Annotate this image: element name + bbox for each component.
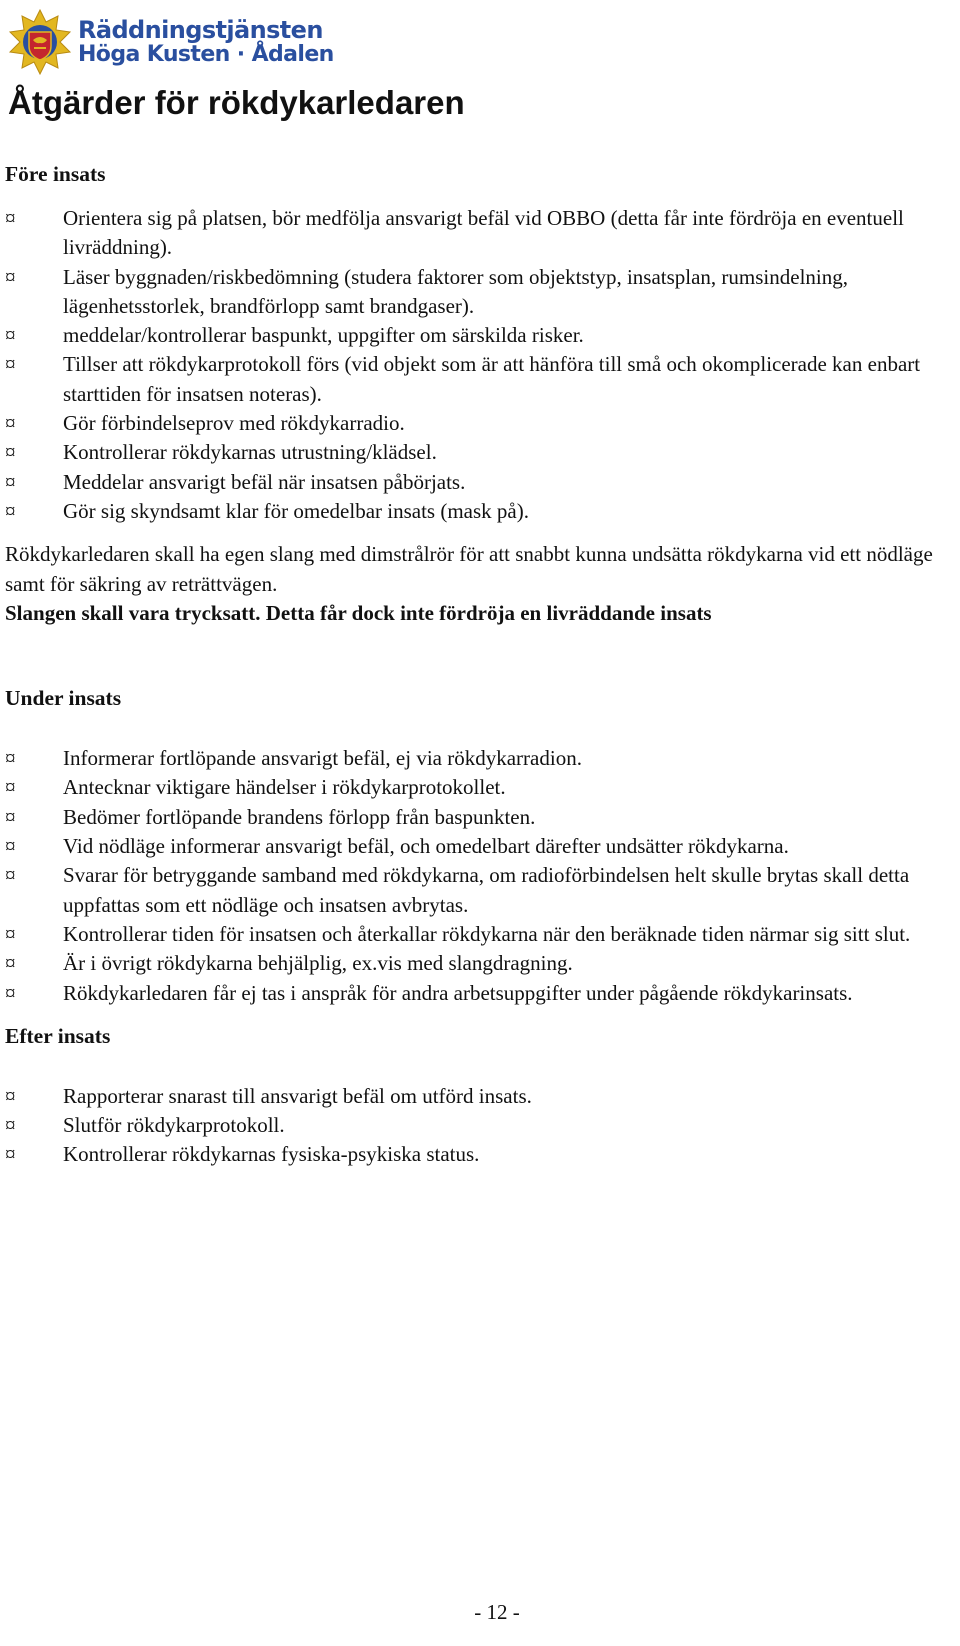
- list-item: ¤ Antecknar viktigare händelser i rökdykarprotokollet.: [5, 773, 955, 802]
- section-title-under: Under insats: [5, 686, 122, 711]
- list-item: ¤ Svarar för betryggande samband med rökdykarna, om radioförbindelsen helt skulle brytas skall detta uppfattas som ett nödläge och insatsen avbrytas.: [5, 863, 910, 917]
- bullet-icon: ¤: [5, 264, 16, 289]
- list-item: ¤ Bedömer fortlöpande brandens förlopp från baspunkten.: [5, 803, 955, 832]
- list-item: ¤ Rökdykarledaren får ej tas i anspråk för andra arbetsuppgifter under pågående rökdykarinsats.: [5, 979, 955, 1008]
- bullet-icon: ¤: [5, 1142, 16, 1167]
- list-item: ¤ Orientera sig på platsen, bör medfölja ansvarigt befäl vid OBBO (detta får inte fördröja en eventuell livräddning).: [5, 206, 904, 260]
- list-item: ¤ Slutför rökdykarprotokoll.: [5, 1111, 955, 1140]
- bullet-icon: ¤: [5, 951, 16, 976]
- list-fore: [5, 204, 955, 526]
- bullet-icon: ¤: [5, 1113, 16, 1138]
- list-item: ¤ Rapporterar snarast till ansvarigt befäl om utförd insats.: [5, 1082, 955, 1111]
- list-efter: [5, 1082, 955, 1170]
- list-under: [5, 744, 955, 1008]
- page-title: Åtgärder för rökdykarledaren: [8, 84, 465, 121]
- list-item: ¤ Är i övrigt rökdykarna behjälplig, ex.vis med slangdragning.: [5, 949, 955, 978]
- section-title-efter: Efter insats: [5, 1023, 111, 1048]
- list-item: ¤ Kontrollerar rökdykarnas utrustning/klädsel.: [5, 438, 955, 467]
- logo-name: Räddningstjänsten: [78, 15, 323, 44]
- list-item: ¤ Läser byggnaden/riskbedömning (studera faktorer som objektstyp, insatsplan, rumsindelning, lägenhetsstorlek, brandförlopp samt brandgaser).: [5, 264, 849, 318]
- bullet-icon: ¤: [5, 469, 16, 494]
- bullet-icon: ¤: [5, 921, 16, 946]
- note-paragraph: Rökdykarledaren skall ha egen slang med dimstrålrör för att snabbt kunna undsätta rökdykarna vid ett nödläge samt för säkring av reträttvägen.: [5, 542, 933, 596]
- bullet-icon: ¤: [5, 746, 16, 771]
- bullet-icon: ¤: [5, 352, 16, 377]
- list-item: ¤ Vid nödläge informerar ansvarigt befäl, och omedelbart därefter undsätter rökdykarna.: [5, 832, 955, 861]
- document-body: [5, 160, 955, 1170]
- bullet-icon: ¤: [5, 804, 16, 829]
- bullet-icon: ¤: [5, 980, 16, 1005]
- list-item: ¤ Kontrollerar rökdykarnas fysiska-psykiska status.: [5, 1140, 955, 1169]
- bullet-icon: ¤: [5, 498, 16, 523]
- list-item: ¤ Kontrollerar tiden för insatsen och återkallar rökdykarna när den beräknade tiden närmar sig sitt slut.: [5, 920, 955, 949]
- bullet-icon: ¤: [5, 206, 16, 230]
- header-logo: [8, 6, 334, 78]
- fire-service-crest-icon: [8, 8, 72, 76]
- bullet-icon: ¤: [5, 1083, 16, 1108]
- list-item: ¤ Meddelar ansvarigt befäl när insatsen påbörjats.: [5, 468, 955, 497]
- section-title-fore: Före insats: [5, 162, 106, 186]
- bullet-icon: ¤: [5, 323, 16, 348]
- bullet-icon: ¤: [5, 863, 16, 888]
- list-item: ¤ meddelar/kontrollerar baspunkt, uppgifter om särskilda risker.: [5, 321, 955, 350]
- bullet-icon: ¤: [5, 411, 16, 436]
- logo-region: Höga Kusten · Ådalen: [78, 42, 334, 68]
- page-number: - 12 -: [474, 1600, 520, 1624]
- bullet-icon: ¤: [5, 834, 16, 859]
- note-bold: Slangen skall vara trycksatt. Detta får dock inte fördröja en livräddande insats: [5, 600, 712, 625]
- list-item: ¤ Gör sig skyndsamt klar för omedelbar insats (mask på).: [5, 497, 955, 526]
- bullet-icon: ¤: [5, 440, 16, 465]
- list-item: ¤ Gör förbindelseprov med rökdykarradio.: [5, 409, 955, 438]
- bullet-icon: ¤: [5, 775, 16, 800]
- list-item: ¤ Tillser att rökdykarprotokoll förs (vid objekt som är att hänföra till små och okomplicerade kan enbart starttiden för insatsen noteras).: [5, 352, 921, 406]
- list-item: ¤ Informerar fortlöpande ansvarigt befäl, ej via rökdykarradion.: [5, 744, 955, 773]
